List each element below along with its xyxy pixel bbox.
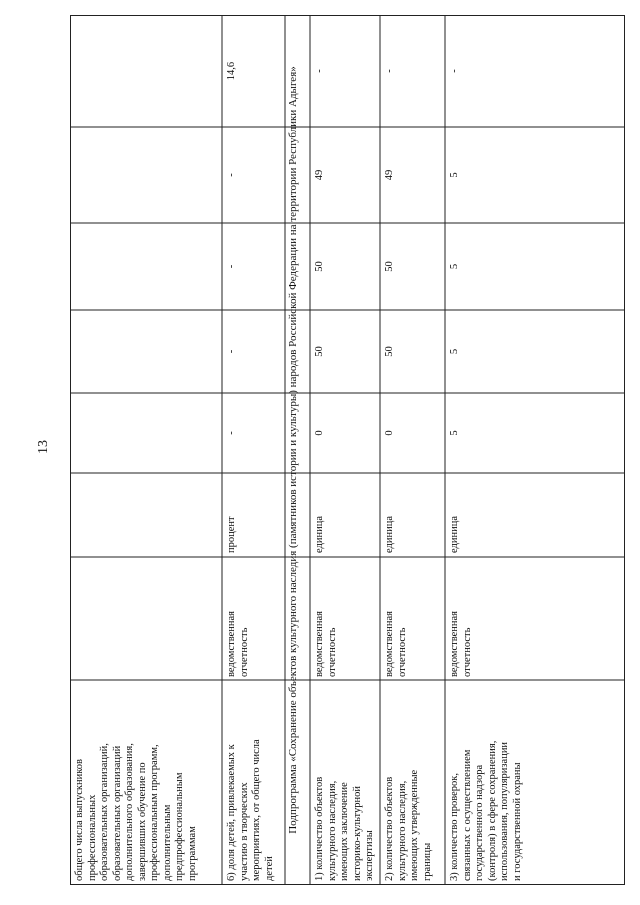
row3-source: ведомственная отчетность [314, 611, 338, 677]
row5-unit: единица [449, 515, 460, 553]
row4-value-2: 50 [384, 346, 395, 357]
row3-indicator: 1) количество объектов культурного наследия, имеющих заключение историко-культурной экспертизы [314, 776, 375, 881]
row2-unit: процент [226, 516, 237, 553]
row2-value-3: - [226, 264, 237, 269]
row4-value-4: 49 [384, 169, 395, 181]
row5-value-2: 5 [449, 348, 460, 355]
row4-unit: единица [384, 515, 395, 553]
row4-value-1: 0 [384, 430, 395, 436]
row3-unit: единица [314, 515, 325, 553]
row2-value-5: 14,6 [226, 61, 237, 81]
row5-value-3: 5 [449, 263, 460, 270]
row3-value-4: 49 [314, 169, 325, 181]
row4-indicator: 2) количество объектов культурного наследия, имеющих утвержденные границы [384, 769, 433, 881]
row5-value-4: 5 [449, 172, 460, 178]
row1-indicator: общего числа выпускников профессиональных образовательных организаций, образовательных организаций дополнительного образования, завершивших обучение по профессиональным программ, дополнительным предпрофессиональным программам [74, 743, 198, 881]
subprogram-heading: Подпрограмма «Сохранение объектов культурного наследия (памятников истории и культуры) народов Российской Федерации на территории Республики Адыгея» [287, 66, 299, 834]
row3-value-3: 50 [314, 261, 325, 272]
row2-indicator: 6) доля детей, привлекаемых к участию в творческих мероприятиях, от общего числа детей [226, 739, 275, 881]
row4-source: ведомственная отчетность [384, 611, 408, 677]
indicators-table [70, 15, 625, 885]
row2-source: ведомственная отчетность [226, 611, 250, 677]
row4-value-3: 50 [384, 261, 395, 272]
row3-value-1: 0 [314, 430, 325, 436]
row2-value-4: - [226, 173, 237, 177]
table-rotated [70, 15, 625, 885]
row2-value-2: - [226, 349, 237, 354]
row5-value-1: 5 [449, 430, 460, 436]
row5-value-5: - [449, 69, 460, 73]
page-number: 13 [36, 440, 51, 454]
row5-indicator: 3) количество проверок, связанных с осуществлением государственного надзора (контроля) в сфере сохранения, использования, популяризации и государственной охраны [449, 740, 523, 881]
row3-value-2: 50 [314, 346, 325, 357]
row4-value-5: - [384, 69, 395, 73]
row2-value-1: - [226, 431, 237, 435]
row3-value-5: - [314, 69, 325, 73]
row5-source: ведомственная отчетность [449, 611, 473, 677]
